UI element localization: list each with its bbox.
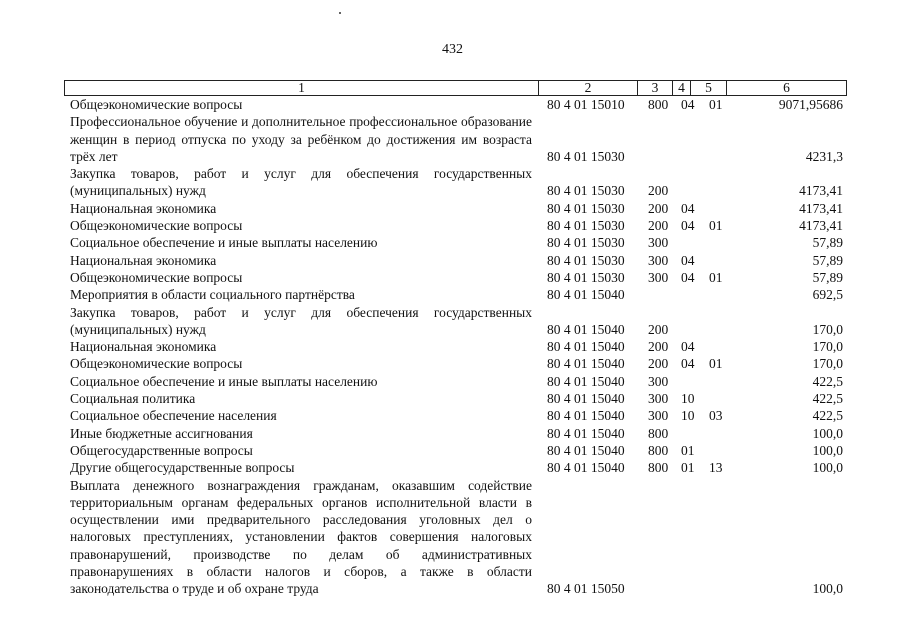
table-row — [0, 390, 905, 407]
budget-table-body — [0, 96, 905, 598]
row-subsection: 01 — [709, 356, 723, 372]
row-expense-type: 800 — [648, 442, 669, 458]
row-name: Иные бюджетные ассигнования — [70, 425, 253, 441]
row-code: 80 4 01 15030 — [547, 218, 625, 234]
table-row — [0, 338, 905, 355]
row-code: 80 4 01 15030 — [547, 252, 625, 268]
row-expense-type: 200 — [648, 218, 669, 234]
row-expense-type: 300 — [648, 373, 669, 389]
row-name: Профессиональное обучение и дополнительное профессиональное образование женщин в период отпуска по уходу за ребёнком до достижения им возраста трёх лет — [70, 114, 532, 164]
column-header-3: 3 — [637, 80, 673, 96]
row-section: 04 — [681, 97, 695, 112]
row-amount: 4173,41 — [799, 218, 843, 234]
row-amount: 422,5 — [812, 408, 843, 424]
row-name: Социальное обеспечение и иные выплаты населению — [70, 235, 378, 251]
table-row — [0, 442, 905, 459]
row-name: Национальная экономика — [70, 252, 217, 268]
row-name: Общеэкономические вопросы — [70, 356, 243, 372]
row-code: 80 4 01 15030 — [547, 148, 625, 164]
row-code: 80 4 01 15010 — [547, 97, 625, 112]
row-section: 04 — [681, 200, 695, 216]
row-expense-type: 200 — [648, 321, 669, 337]
row-expense-type: 300 — [648, 391, 669, 407]
row-code: 80 4 01 15040 — [547, 442, 625, 458]
row-amount: 692,5 — [812, 287, 843, 303]
row-expense-type: 800 — [648, 460, 669, 476]
row-amount: 9071,95686 — [778, 97, 843, 112]
row-name: Выплата денежного вознаграждения гражданам, оказавшим содействие территориальным органам федеральных органов исполнительной власти в осуществлении ими предварительного расследования уголовных дел о налоговых преступлениях, установлении фактов совершения налоговых правонарушений, производстве по делам об административных правонарушениях в области налогов и сборов, а также в области законодательства о труде и об охране труда — [70, 477, 532, 597]
row-amount: 100,0 — [812, 460, 843, 476]
row-code: 80 4 01 15040 — [547, 321, 625, 337]
row-amount: 422,5 — [812, 373, 843, 389]
column-header-1: 1 — [64, 80, 539, 96]
row-name: Социальная политика — [70, 391, 196, 407]
row-amount: 4173,41 — [799, 200, 843, 216]
row-code: 80 4 01 15040 — [547, 408, 625, 424]
row-section: 01 — [681, 460, 695, 476]
row-name: Социальное обеспечение и иные выплаты населению — [70, 373, 378, 389]
row-expense-type: 200 — [648, 200, 669, 216]
row-expense-type: 200 — [648, 356, 669, 372]
table-row — [0, 200, 905, 217]
row-name: Мероприятия в области социального партнёрства — [70, 287, 355, 303]
row-amount: 57,89 — [812, 269, 843, 285]
table-row — [0, 477, 905, 598]
row-code: 80 4 01 15040 — [547, 339, 625, 355]
row-amount: 422,5 — [812, 391, 843, 407]
table-row — [0, 355, 905, 372]
row-name: Общеэкономические вопросы — [70, 269, 243, 285]
row-subsection: 01 — [709, 218, 723, 234]
row-section: 10 — [681, 391, 695, 407]
row-expense-type: 200 — [648, 339, 669, 355]
row-expense-type: 300 — [648, 252, 669, 268]
row-subsection: 03 — [709, 408, 723, 424]
row-code: 80 4 01 15030 — [547, 200, 625, 216]
table-row — [0, 96, 905, 113]
row-name: Национальная экономика — [70, 339, 217, 355]
scan-speck — [339, 12, 341, 14]
table-row — [0, 286, 905, 303]
row-code: 80 4 01 15040 — [547, 391, 625, 407]
row-code: 80 4 01 15030 — [547, 235, 625, 251]
row-name: Национальная экономика — [70, 200, 217, 216]
row-expense-type: 300 — [648, 269, 669, 285]
row-amount: 170,0 — [812, 356, 843, 372]
row-name: Другие общегосударственные вопросы — [70, 460, 295, 476]
page-number: 432 — [442, 42, 463, 57]
table-row — [0, 459, 905, 476]
row-amount: 57,89 — [812, 235, 843, 251]
column-header-2: 2 — [538, 80, 638, 96]
column-header-6: 6 — [726, 80, 847, 96]
row-amount: 4173,41 — [799, 183, 843, 199]
row-amount: 170,0 — [812, 321, 843, 337]
row-subsection: 13 — [709, 460, 723, 476]
row-subsection: 01 — [709, 269, 723, 285]
row-name: Общеэкономические вопросы — [70, 218, 243, 234]
row-code: 80 4 01 15040 — [547, 373, 625, 389]
row-code: 80 4 01 15040 — [547, 425, 625, 441]
row-amount: 170,0 — [812, 339, 843, 355]
row-name: Общеэкономические вопросы — [70, 97, 243, 112]
table-row — [0, 165, 905, 200]
row-section: 10 — [681, 408, 695, 424]
table-row — [0, 252, 905, 269]
row-amount: 100,0 — [812, 581, 843, 597]
row-section: 04 — [681, 218, 695, 234]
table-row — [0, 269, 905, 286]
row-code: 80 4 01 15030 — [547, 183, 625, 199]
row-expense-type: 200 — [648, 183, 669, 199]
row-section: 04 — [681, 252, 695, 268]
row-code: 80 4 01 15040 — [547, 460, 625, 476]
row-code: 80 4 01 15050 — [547, 581, 625, 597]
row-amount: 100,0 — [812, 442, 843, 458]
table-row — [0, 407, 905, 424]
row-expense-type: 800 — [648, 425, 669, 441]
table-row — [0, 425, 905, 442]
table-row — [0, 217, 905, 234]
table-row — [0, 304, 905, 339]
row-name: Социальное обеспечение населения — [70, 408, 277, 424]
row-amount: 100,0 — [812, 425, 843, 441]
table-row — [0, 373, 905, 390]
row-section: 04 — [681, 356, 695, 372]
row-subsection: 01 — [709, 97, 723, 112]
row-section: 01 — [681, 442, 695, 458]
row-amount: 4231,3 — [805, 148, 843, 164]
row-name: Закупка товаров, работ и услуг для обеспечения государственных (муниципальных) нужд — [70, 166, 532, 199]
row-code: 80 4 01 15040 — [547, 287, 625, 303]
row-expense-type: 300 — [648, 235, 669, 251]
row-name: Закупка товаров, работ и услуг для обеспечения государственных (муниципальных) нужд — [70, 304, 532, 337]
row-section: 04 — [681, 339, 695, 355]
row-amount: 57,89 — [812, 252, 843, 268]
row-expense-type: 300 — [648, 408, 669, 424]
row-name: Общегосударственные вопросы — [70, 442, 253, 458]
column-header-5: 5 — [690, 80, 727, 96]
column-header-4: 4 — [672, 80, 691, 96]
table-row — [0, 113, 905, 165]
row-section: 04 — [681, 269, 695, 285]
row-expense-type: 800 — [648, 97, 669, 112]
row-code: 80 4 01 15040 — [547, 356, 625, 372]
table-row — [0, 234, 905, 251]
row-code: 80 4 01 15030 — [547, 269, 625, 285]
